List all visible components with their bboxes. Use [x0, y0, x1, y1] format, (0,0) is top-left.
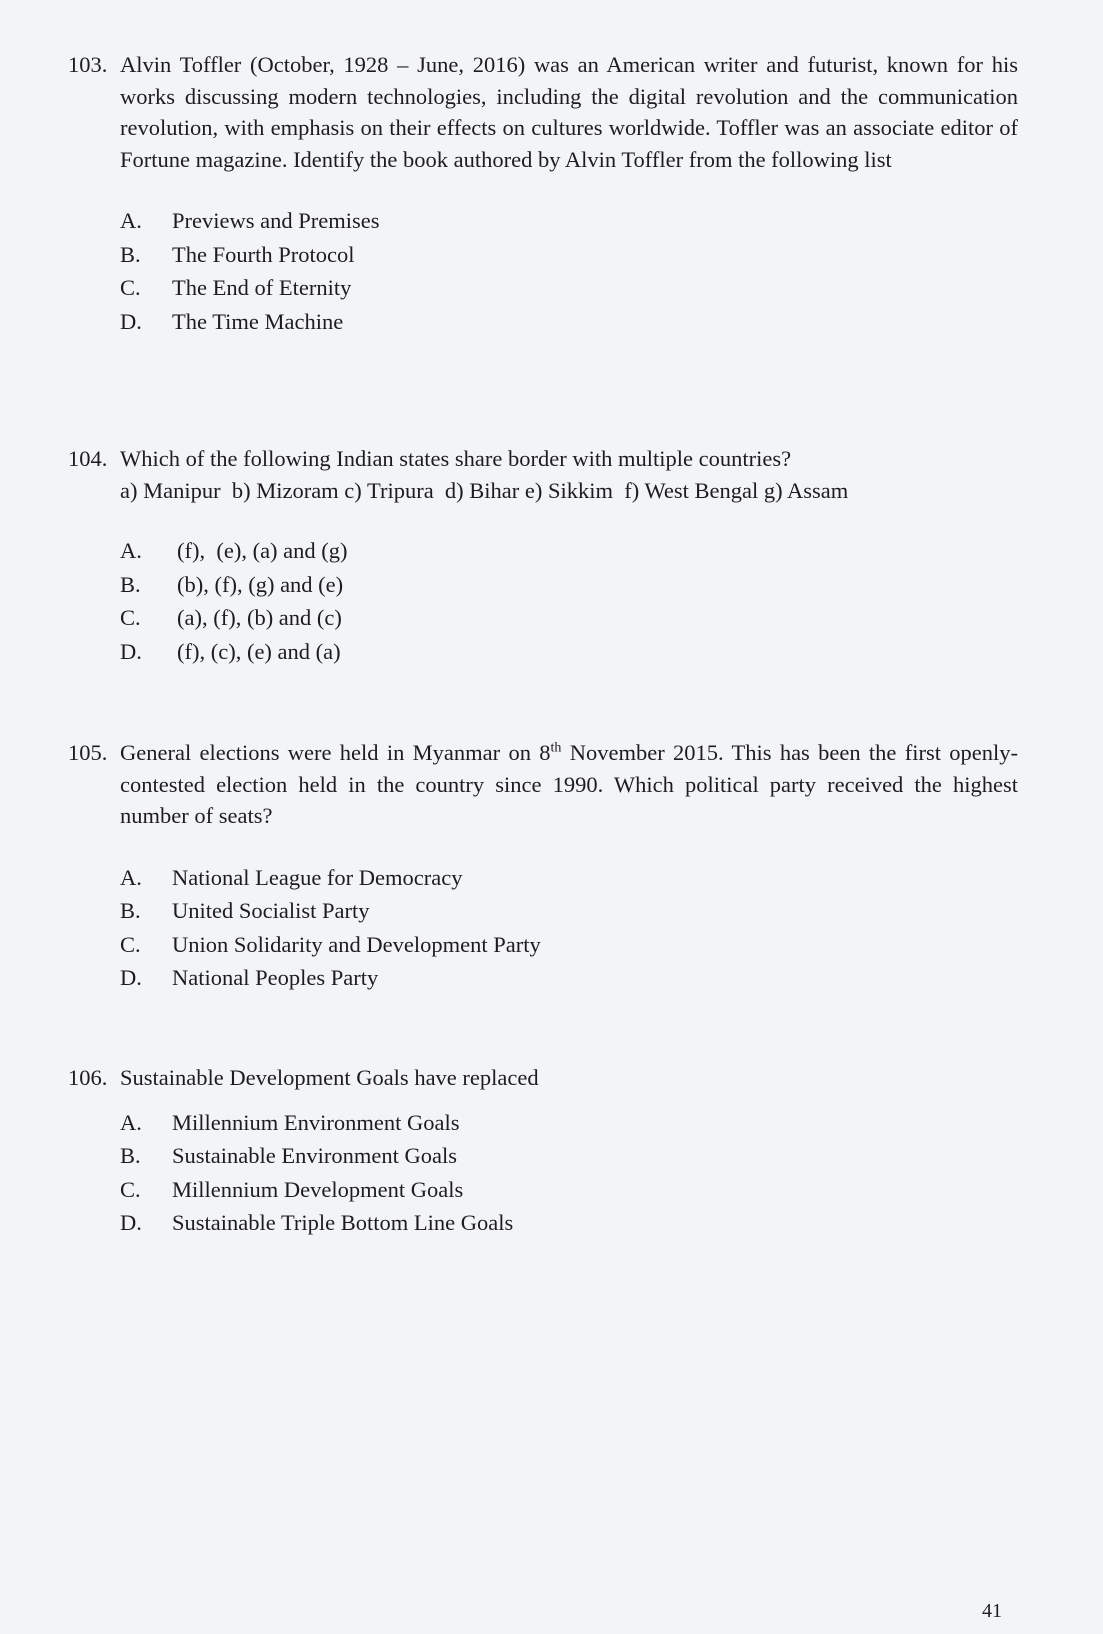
option-a — [120, 204, 1018, 238]
option-letter: C. — [120, 605, 141, 630]
option-letter: C. — [120, 1176, 141, 1202]
option-b — [120, 238, 1018, 272]
option-d — [120, 961, 1018, 995]
option-text: (b), (f), (g) and (e) — [177, 571, 344, 597]
option-letter: B. — [120, 571, 141, 597]
question-number: 103. — [68, 52, 108, 77]
option-text: United Socialist Party — [172, 898, 370, 923]
question-text — [120, 737, 1018, 832]
question-text: Alvin Toffler (October, 1928 – June, 2016) was an American writer and futurist, known for his works discussing modern technologies, including the digital revolution and the communication revolution, with emphasis on their effects on cultures worldwide. Toffler was an associate editor of Fortune magazine. Identify the book authored by Alvin Toffler from the following list — [120, 52, 1018, 172]
question-number: 104. — [68, 446, 108, 471]
option-d — [120, 1206, 1018, 1240]
question-105 — [68, 737, 1018, 995]
option-letter: D. — [120, 1210, 142, 1235]
question-text-end: November 2015. This has been the first openly-contested election held in the country since 1990. Which political party received the highest number of seats? — [120, 740, 1018, 828]
question-header — [68, 737, 1018, 832]
question-text-start: General elections were held in Myanmar on 8 — [120, 740, 551, 765]
question-header — [68, 1062, 1018, 1094]
option-b — [120, 568, 1018, 602]
option-letter: C. — [120, 275, 141, 300]
option-list — [120, 204, 1018, 338]
option-letter: D. — [120, 965, 142, 990]
option-letter: B. — [120, 898, 141, 923]
option-letter: A. — [120, 1109, 142, 1135]
option-c — [120, 928, 1018, 962]
option-letter: C. — [120, 931, 141, 957]
option-a — [120, 861, 1018, 895]
option-text: (a), (f), (b) and (c) — [177, 605, 342, 630]
option-list — [120, 861, 1018, 995]
option-text: Millennium Environment Goals — [172, 1109, 460, 1135]
option-c — [120, 1173, 1018, 1207]
option-text: (f), (e), (a) and (g) — [177, 538, 348, 563]
option-letter: D. — [120, 308, 142, 334]
option-text: National League for Democracy — [172, 864, 463, 890]
option-c — [120, 601, 1018, 635]
option-text: (f), (c), (e) and (a) — [177, 638, 341, 664]
option-letter: B. — [120, 241, 141, 267]
option-letter: A. — [120, 538, 142, 563]
option-letter: A. — [120, 864, 142, 890]
question-subtext: a) Manipur b) Mizoram c) Tripura d) Bihar e) Sikkim f) West Bengal g) Assam — [120, 477, 849, 503]
question-106 — [68, 1062, 1018, 1240]
option-b — [120, 1139, 1018, 1173]
option-d — [120, 305, 1018, 339]
option-c — [120, 271, 1018, 305]
question-number: 105. — [68, 740, 108, 765]
option-text: Union Solidarity and Development Party — [172, 931, 541, 957]
option-text: Sustainable Triple Bottom Line Goals — [172, 1210, 514, 1235]
option-text: The End of Eternity — [172, 275, 352, 300]
option-text: Sustainable Environment Goals — [172, 1143, 457, 1168]
option-letter: A. — [120, 208, 142, 233]
option-list — [120, 1106, 1018, 1240]
question-text: Sustainable Development Goals have replaced — [120, 1065, 539, 1090]
option-a — [120, 1106, 1018, 1140]
option-letter: D. — [120, 638, 142, 664]
ordinal-suffix: th — [550, 740, 562, 756]
question-number: 106. — [68, 1065, 108, 1090]
question-header — [68, 443, 1018, 506]
option-letter: B. — [120, 1143, 141, 1168]
option-d — [120, 635, 1018, 669]
option-b — [120, 894, 1018, 928]
option-a — [120, 534, 1018, 568]
question-103 — [68, 49, 1018, 338]
question-header — [68, 49, 1018, 175]
option-text: National Peoples Party — [172, 965, 379, 990]
option-text: Millennium Development Goals — [172, 1176, 464, 1202]
page-number: 41 — [982, 1600, 1002, 1622]
option-text: The Fourth Protocol — [172, 241, 355, 267]
option-list — [120, 534, 1018, 668]
option-text: The Time Machine — [172, 308, 344, 334]
question-text: Which of the following Indian states share border with multiple countries? — [120, 446, 792, 471]
question-text-block — [120, 443, 1018, 506]
question-104 — [68, 443, 1018, 668]
option-text: Previews and Premises — [172, 208, 380, 233]
